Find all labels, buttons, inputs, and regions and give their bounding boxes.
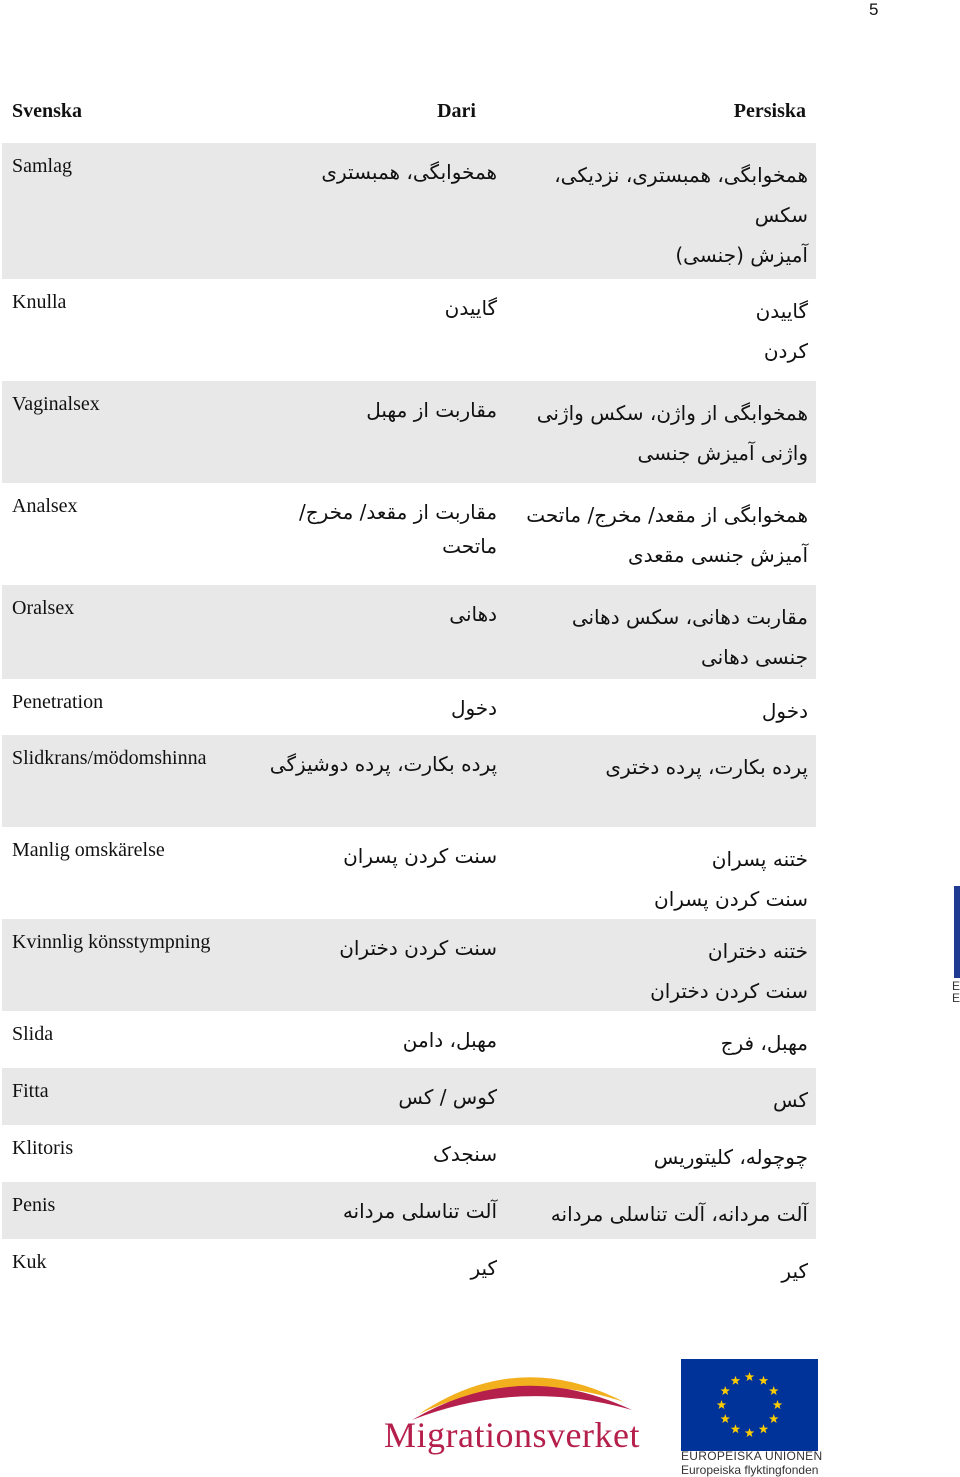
swedish-term: Analsex [12, 495, 78, 517]
persian-term-line: واژنی آمیزش جنسی [637, 441, 808, 465]
swedish-term: Penis [2, 1182, 267, 1239]
dari-term: مقاربت از مهبل [267, 381, 513, 483]
persian-term [513, 827, 816, 919]
persian-term [513, 1011, 816, 1068]
eu-star [731, 1424, 741, 1433]
side-mark-letter: E [952, 991, 960, 1005]
eu-star-ring [717, 1372, 783, 1437]
glossary-row [2, 735, 816, 827]
persian-term [513, 381, 816, 483]
glossary-row [2, 827, 816, 919]
persian-term [513, 279, 816, 381]
persian-term-line: آمیزش (جنسی) [675, 243, 808, 267]
dari-term: سنت کردن دختران [267, 919, 513, 1011]
glossary-row [2, 483, 816, 585]
persian-term-line: سکس [754, 203, 808, 227]
eu-star [717, 1400, 727, 1409]
eu-star [759, 1376, 769, 1385]
eu-label: EUROPEISKA UNIONEN [681, 1449, 823, 1463]
dari-term: دخول [450, 696, 498, 720]
dari-term: آلت تناسلی مردانه [267, 1182, 513, 1239]
swedish-term: Penetration [12, 691, 104, 713]
column-header-swedish: Svenska [12, 100, 83, 122]
swedish-term: Slidkrans/mödomshinna [2, 735, 267, 827]
persian-term [513, 1239, 816, 1299]
swedish-term: Klitoris [12, 1137, 74, 1159]
glossary-table [2, 143, 816, 1299]
eu-star [745, 1372, 755, 1381]
persian-term [513, 1125, 816, 1182]
column-header-persian: Persiska [733, 100, 806, 122]
persian-term [513, 679, 816, 735]
glossary-row [2, 279, 816, 381]
persian-term-line: پرده بکارت، پرده دختری [605, 755, 808, 779]
persian-term-line: سنت کردن دختران [650, 979, 808, 1003]
persian-term [513, 1068, 816, 1125]
glossary-row [2, 585, 816, 679]
glossary-body [2, 143, 816, 1299]
persian-term-line: مهبل، فرج [720, 1031, 808, 1055]
swedish-term: Manlig omskärelse [12, 839, 165, 861]
swedish-term: Kuk [12, 1251, 47, 1273]
dari-term: مهبل، دامن [402, 1028, 498, 1052]
eu-star [731, 1376, 741, 1385]
glossary-row [2, 381, 816, 483]
persian-term-line: ختنه پسران [711, 847, 808, 871]
persian-term [513, 585, 816, 679]
migrationsverket-wordmark: Migrationsverket [384, 1415, 640, 1455]
page-number: 5 [869, 0, 879, 19]
persian-term [513, 143, 816, 279]
persian-term-line: سنت کردن پسران [654, 887, 808, 911]
glossary-row [2, 679, 816, 735]
dari-term: مقاربت از مقعد/ مخرج/ ماتحت [298, 500, 498, 558]
dari-term: دهانی [267, 585, 513, 679]
swedish-term: Knulla [12, 291, 67, 313]
swedish-term: Vaginalsex [2, 381, 267, 483]
persian-term-line: کردن [763, 339, 808, 363]
persian-term-line: کس [772, 1088, 808, 1112]
persian-term-line: مقاربت دهانی، سکس دهانی [571, 605, 808, 629]
swedish-term: Fitta [2, 1068, 267, 1125]
side-mark-letter: E [952, 979, 960, 993]
persian-term-line: دخول [761, 699, 808, 723]
persian-term-line: کیر [781, 1259, 808, 1283]
eu-star [745, 1428, 755, 1437]
dari-term: سنت کردن پسران [343, 844, 498, 868]
eu-star [773, 1400, 783, 1409]
persian-term-line: همخوابگی از واژن، سکس واژنی [536, 401, 808, 425]
persian-term-line: ختنه دختران [707, 939, 808, 963]
eu-fund-label: Europeiska flyktingfonden [681, 1463, 819, 1477]
persian-term-line: آمیزش جنسی مقعدی [627, 543, 808, 567]
glossary-row [2, 1182, 816, 1239]
glossary-row [2, 1239, 816, 1299]
persian-term-line: همخوابگی، همبستری، نزدیکی، [554, 163, 808, 187]
persian-term [513, 919, 816, 1011]
eu-star [721, 1414, 731, 1423]
column-header-dari: Dari [437, 100, 476, 122]
eu-flag-icon [681, 1359, 818, 1451]
dari-term: همخوابگی، همبستری [267, 143, 513, 279]
dari-term: پرده بکارت، پرده دوشیزگی [267, 735, 513, 827]
side-mark [952, 980, 960, 1004]
persian-term [513, 483, 816, 585]
persian-term [513, 735, 816, 827]
swedish-term: Kvinnlig könsstympning [2, 919, 267, 1011]
eu-star [769, 1386, 779, 1395]
side-accent-bar [954, 886, 960, 978]
dari-term: سنجدک [432, 1142, 498, 1166]
eu-star [721, 1386, 731, 1395]
glossary-row [2, 1011, 816, 1068]
persian-term-line: آلت مردانه، آلت تناسلی مردانه [550, 1202, 808, 1226]
swedish-term: Slida [12, 1023, 54, 1045]
glossary-row [2, 1125, 816, 1182]
persian-term-line: جنسی دهانی [700, 645, 808, 669]
persian-term-line: همخوابگی از مقعد/ مخرج/ ماتحت [526, 503, 808, 527]
glossary-row [2, 143, 816, 279]
dari-term: کوس / کس [267, 1068, 513, 1125]
swedish-term: Oralsex [2, 585, 267, 679]
persian-term [513, 1182, 816, 1239]
persian-term-line: چوچوله، کلیتوریس [653, 1145, 808, 1169]
glossary-row [2, 1068, 816, 1125]
glossary-row [2, 919, 816, 1011]
dari-term: گاییدن [444, 296, 498, 320]
dari-term: کیر [470, 1256, 498, 1280]
eu-star [759, 1424, 769, 1433]
persian-term-line: گاییدن [755, 299, 808, 323]
eu-star [769, 1414, 779, 1423]
swedish-term: Samlag [2, 143, 267, 279]
